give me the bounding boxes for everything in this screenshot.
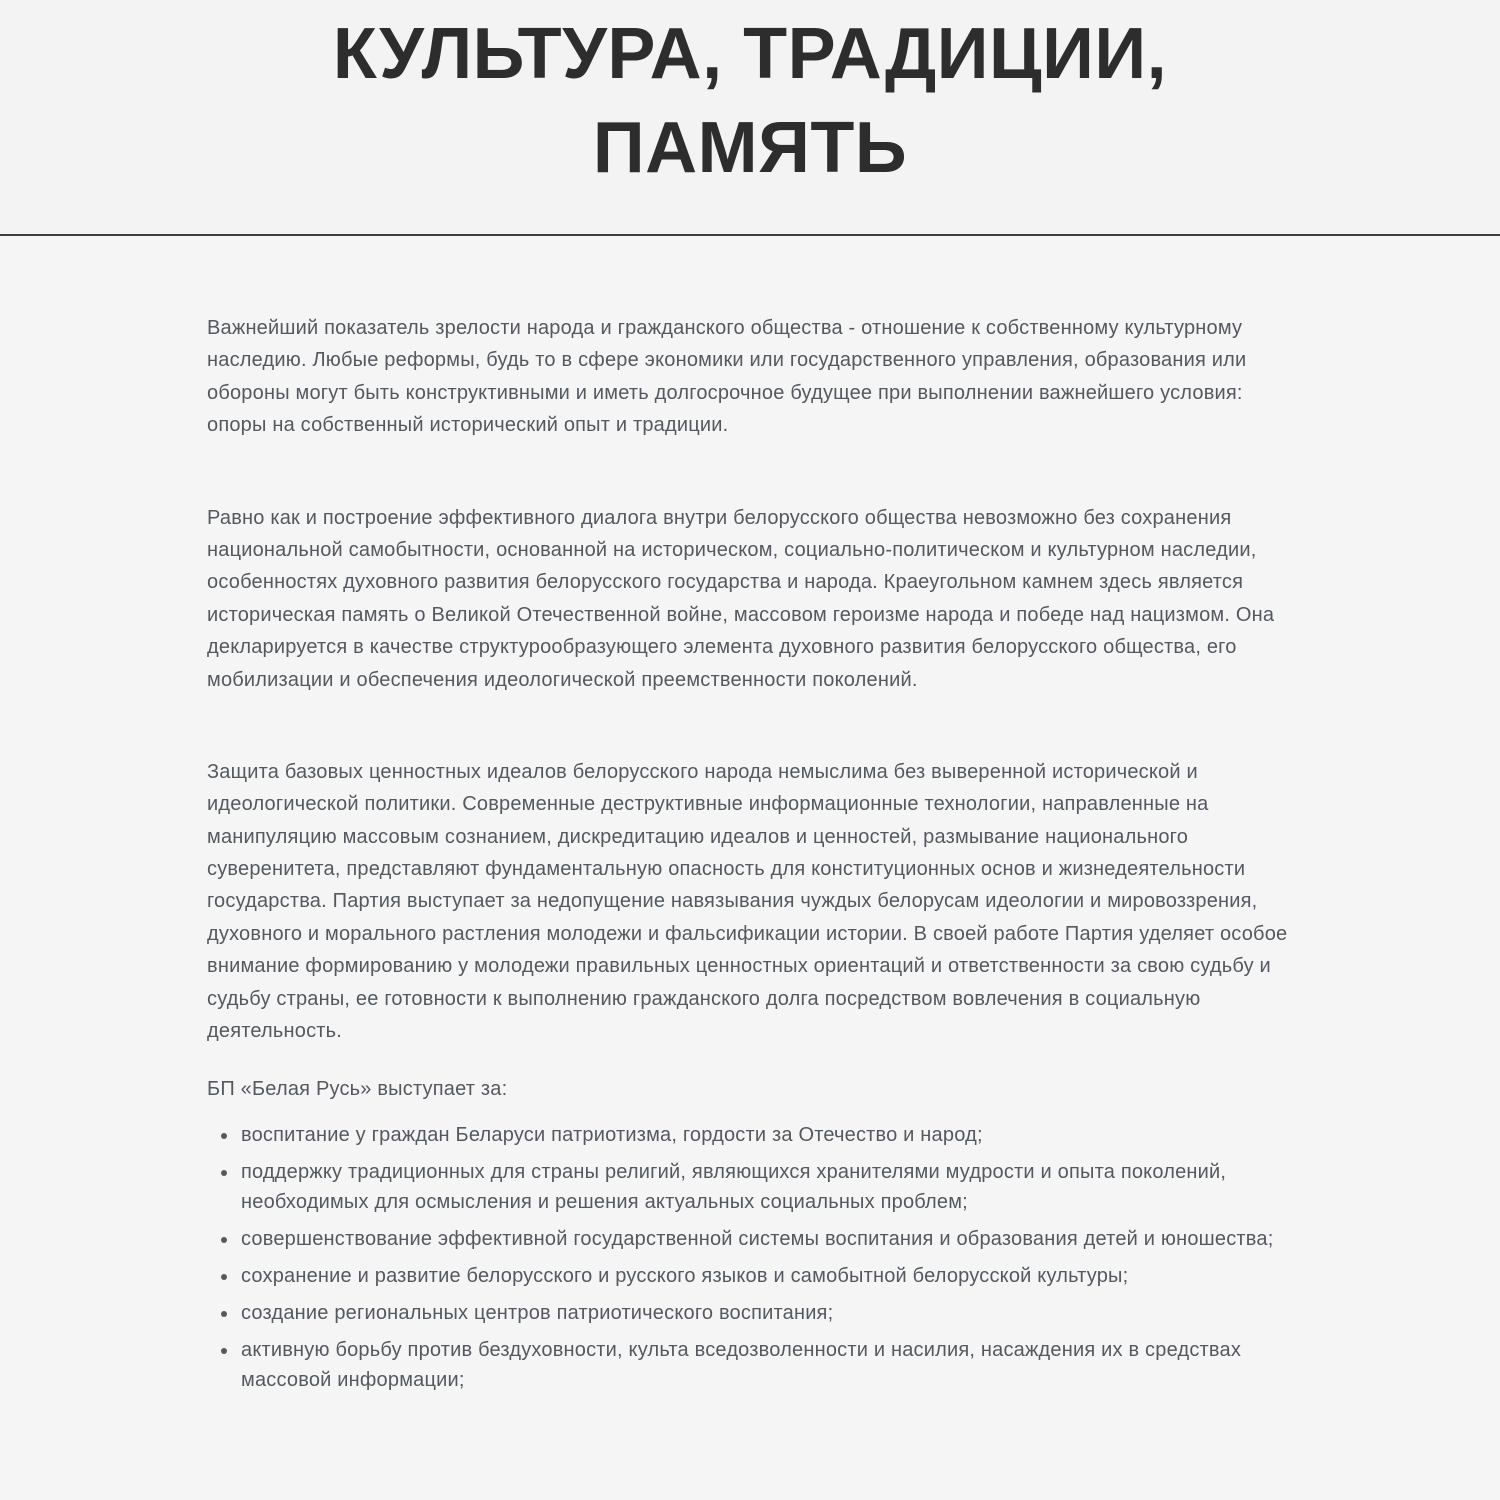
positions-list <box>207 1120 1293 1395</box>
list-intro: БП «Белая Русь» выступает за: <box>207 1078 508 1101</box>
list-item: • воспитание у граждан Беларуси патриотизма, гордости за Отечество и народ; <box>239 1120 1293 1150</box>
body-paragraph-2: Равно как и построение эффективного диалога внутри белорусского общества невозможно без сохранения национальной самобытности, основанной на историческом, социально-политическом и культурном наследии, особенностях духовного развития белорусского государства и народа. Краеугольном камнем здесь является историческая память о Великой Отечественной войне, массовом героизме народа и победе над нацизмом. Она декларируется в качестве структурообразующего элемента духовного развития белорусского общества, его мобилизации и обеспечения идеологической преемственности поколений. <box>207 506 1275 691</box>
list-item: • сохранение и развитие белорусского и русского языков и самобытной белорусской культуры; <box>239 1261 1293 1291</box>
body-paragraph-3: Защита базовых ценностных идеалов белорусского народа немыслима без выверенной исторической и идеологической политики. Современные деструктивные информационные технологии, направленные на манипуляцию массовым сознанием, дискредитацию идеалов и ценностей, размывание национального суверенитета, представляют фундаментальную опасность для конституционных основ и жизнедеятельности государства. Партия выступает за недопущение навязывания чуждых белорусам идеологии и мировоззрения, духовного и морального растления молодежи и фальсификации истории. В своей работе Партия уделяет особое внимание формированию у молодежи правильных ценностных ориентаций и ответственности за свою судьбу и судьбу страны, ее готовности к выполнению гражданского долга посредством вовлечения в социальную деятельность. <box>207 760 1288 1043</box>
list-item: • активную борьбу против бездуховности, культа вседозволенности и насилия, насаждения их в средствах массовой информации; <box>239 1335 1293 1395</box>
page-header <box>0 0 1500 234</box>
article-content <box>207 236 1293 1395</box>
list-item: • совершенствование эффективной государственной системы воспитания и образования детей и юношества; <box>239 1224 1293 1254</box>
page-title: КУЛЬТУРА, ТРАДИЦИИ, ПАМЯТЬ <box>332 14 1168 188</box>
body-paragraph-1: Важнейший показатель зрелости народа и гражданского общества - отношение к собственному культурному наследию. Любые реформы, будь то в сфере экономики или государственного управления, образования или обороны могут быть конструктивными и иметь долгосрочное будущее при выполнении важнейшего условия: опоры на собственный исторический опыт и традиции. <box>207 317 1247 437</box>
list-item: • создание региональных центров патриотического воспитания; <box>239 1298 1293 1328</box>
list-item: • поддержку традиционных для страны религий, являющихся хранителями мудрости и опыта поколений, необходимых для осмысления и решения актуальных социальных проблем; <box>239 1157 1293 1217</box>
